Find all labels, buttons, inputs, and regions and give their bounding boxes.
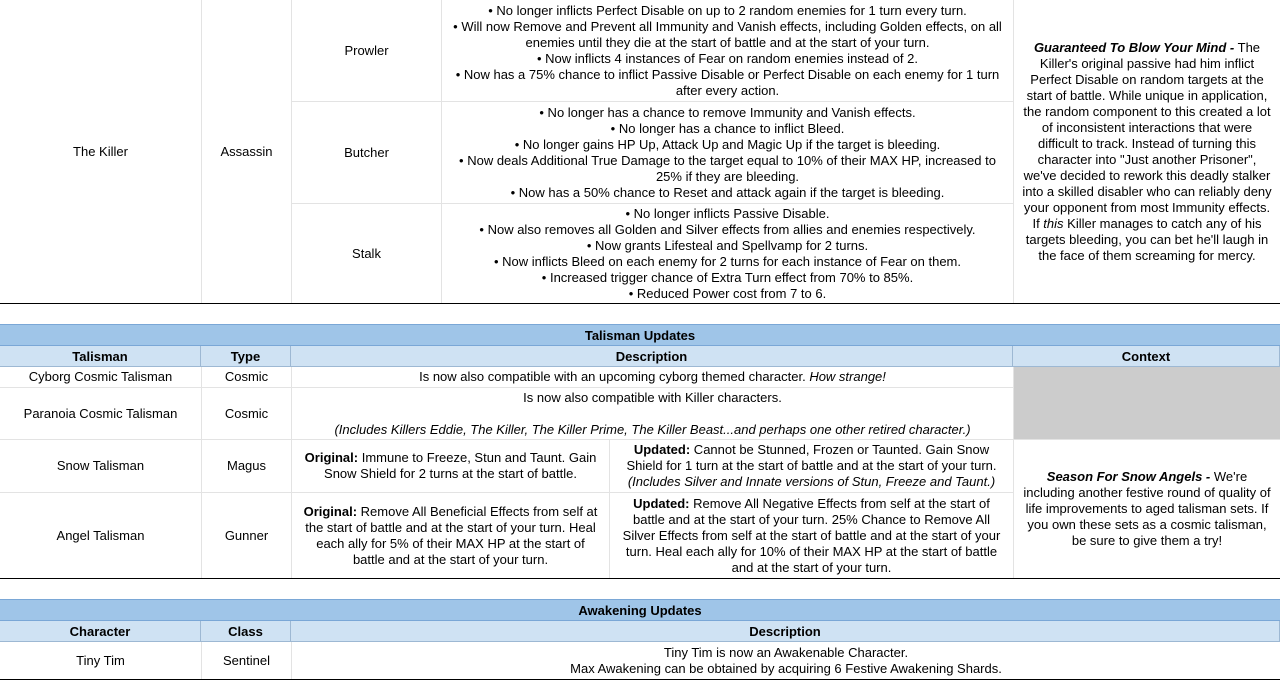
context-empty — [1013, 367, 1280, 440]
skill-name-butcher: Butcher — [291, 102, 441, 204]
talisman-original-angel: Original: Remove All Beneficial Effects from self at the start of battle and at the start of your turn. Heal each ally for 5% of their MAX HP at the start of battle and at the start of your turn. — [291, 493, 609, 578]
talisman-name-angel: Angel Talisman — [56, 527, 145, 543]
awakening-character: Tiny Tim — [76, 652, 125, 668]
section-divider — [0, 303, 1280, 304]
skill-name-prowler: Prowler — [291, 0, 441, 102]
talisman-name-paranoia: Paranoia Cosmic Talisman — [0, 388, 201, 440]
skill-description-butcher: • No longer has a chance to remove Immunity and Vanish effects. • No longer has a chance to inflict Bleed. • No longer gains HP Up, Attack Up and Magic Up if the target is bleeding. • Now deals Additional True Damage to the target equal to 10% of their MAX HP, increased to 25% if they are bleeding. • Now has a 50% chance to Reset and attack again if the target is bleeding. — [441, 102, 1013, 204]
talisman-updated-snow: Updated: Cannot be Stunned, Frozen or Taunted. Gain Snow Shield for 1 turn at the start of battle and at the start of your turn. (Includes Silver and Innate versions of Stun, Freeze and Taunt.) — [609, 440, 1013, 493]
killer-context-title: Guaranteed To Blow Your Mind - — [1033, 39, 1235, 55]
header-type: Type — [201, 346, 291, 367]
talisman-type-cyborg: Cosmic — [201, 367, 291, 388]
skill-name-stalk: Stalk — [291, 204, 441, 303]
awakening-section-title: Awakening Updates — [0, 599, 1280, 621]
header-character: Character — [0, 621, 201, 642]
talisman-section-title: Talisman Updates — [0, 324, 1280, 346]
talisman-type-angel: Gunner — [201, 493, 291, 578]
section-divider-3 — [0, 679, 1280, 680]
talisman-context-season: Season For Snow Angels - We're including another festive round of quality of life improvements to aged talisman sets. If you own these sets as a cosmic talisman, be sure to give them a try! — [1013, 440, 1280, 578]
header-class: Class — [201, 621, 291, 642]
awakening-class: Sentinel — [201, 642, 291, 679]
talisman-name-cyborg: Cyborg Cosmic Talisman — [0, 367, 201, 388]
header-context: Context — [1013, 346, 1280, 367]
talisman-updated-angel: Updated: Remove All Negative Effects from self at the start of battle and at the start of your turn. 25% Chance to Remove All Silver Effects from self at the start of battle and at the start of your turn. Heal each ally for 10% of their MAX HP at the start of battle and at the start of your turn. — [609, 493, 1013, 578]
talisman-desc-cyborg: Is now also compatible with an upcoming cyborg themed character. How strange! — [291, 367, 1013, 388]
talisman-type-snow: Magus — [201, 440, 291, 493]
skill-description-stalk: • No longer inflicts Passive Disable. • Now also removes all Golden and Silver effects from allies and enemies respectively. • Now grants Lifesteal and Spellvamp for 2 turns. • Now inflicts Bleed on each enemy for 2 turns for each instance of Fear on them. • Increased trigger chance of Extra Turn effect from 70% to 85%. • Reduced Power cost from 7 to 6. — [441, 204, 1013, 303]
skill-description-prowler: • No longer inflicts Perfect Disable on up to 2 random enemies for 1 turn every turn. • Will now Remove and Prevent all Immunity and Vanish effects, including Golden effects, on all enemies until they die at the start of battle and at the start of your turn. • Now inflicts 4 instances of Fear on random enemies instead of 2. • Now has a 75% chance to inflict Passive Disable or Perfect Disable on each enemy for 1 turn after every action. — [441, 0, 1013, 102]
talisman-name-snow: Snow Talisman — [0, 440, 201, 493]
talisman-type-paranoia: Cosmic — [201, 388, 291, 440]
character-class: Assassin — [201, 0, 291, 303]
killer-context: Guaranteed To Blow Your Mind - The Killer's original passive had him inflict Perfect Disable on random targets at the start of battle. While unique in application, the random component to this created a lot of inconsistent interactions that were difficult to track. Instead of turning this character into "Just another Prisoner", we've decided to rework this deadly stalker into a skilled disabler who can reliably deny your opponent from most Immunity effects. If this Killer manages to catch any of his targets bleeding, you can bet he'll laugh in the face of them screaming for mercy. — [1013, 0, 1280, 303]
talisman-original-snow: Original: Immune to Freeze, Stun and Taunt. Gain Snow Shield for 2 turns at the start of battle. — [291, 440, 609, 493]
header-talisman: Talisman — [0, 346, 201, 367]
section-divider-2 — [0, 578, 1280, 579]
header-description: Description — [291, 346, 1013, 367]
talisman-desc-paranoia: Is now also compatible with Killer characters. (Includes Killers Eddie, The Killer, The Killer Prime, The Killer Beast...and perhaps one other retired character.) — [291, 388, 1013, 440]
awakening-description: Tiny Tim is now an Awakenable Character. Max Awakening can be obtained by acquiring 6 Festive Awakening Shards. — [291, 642, 1280, 679]
character-name: The Killer — [73, 143, 128, 159]
header-awakening-description: Description — [291, 621, 1280, 642]
